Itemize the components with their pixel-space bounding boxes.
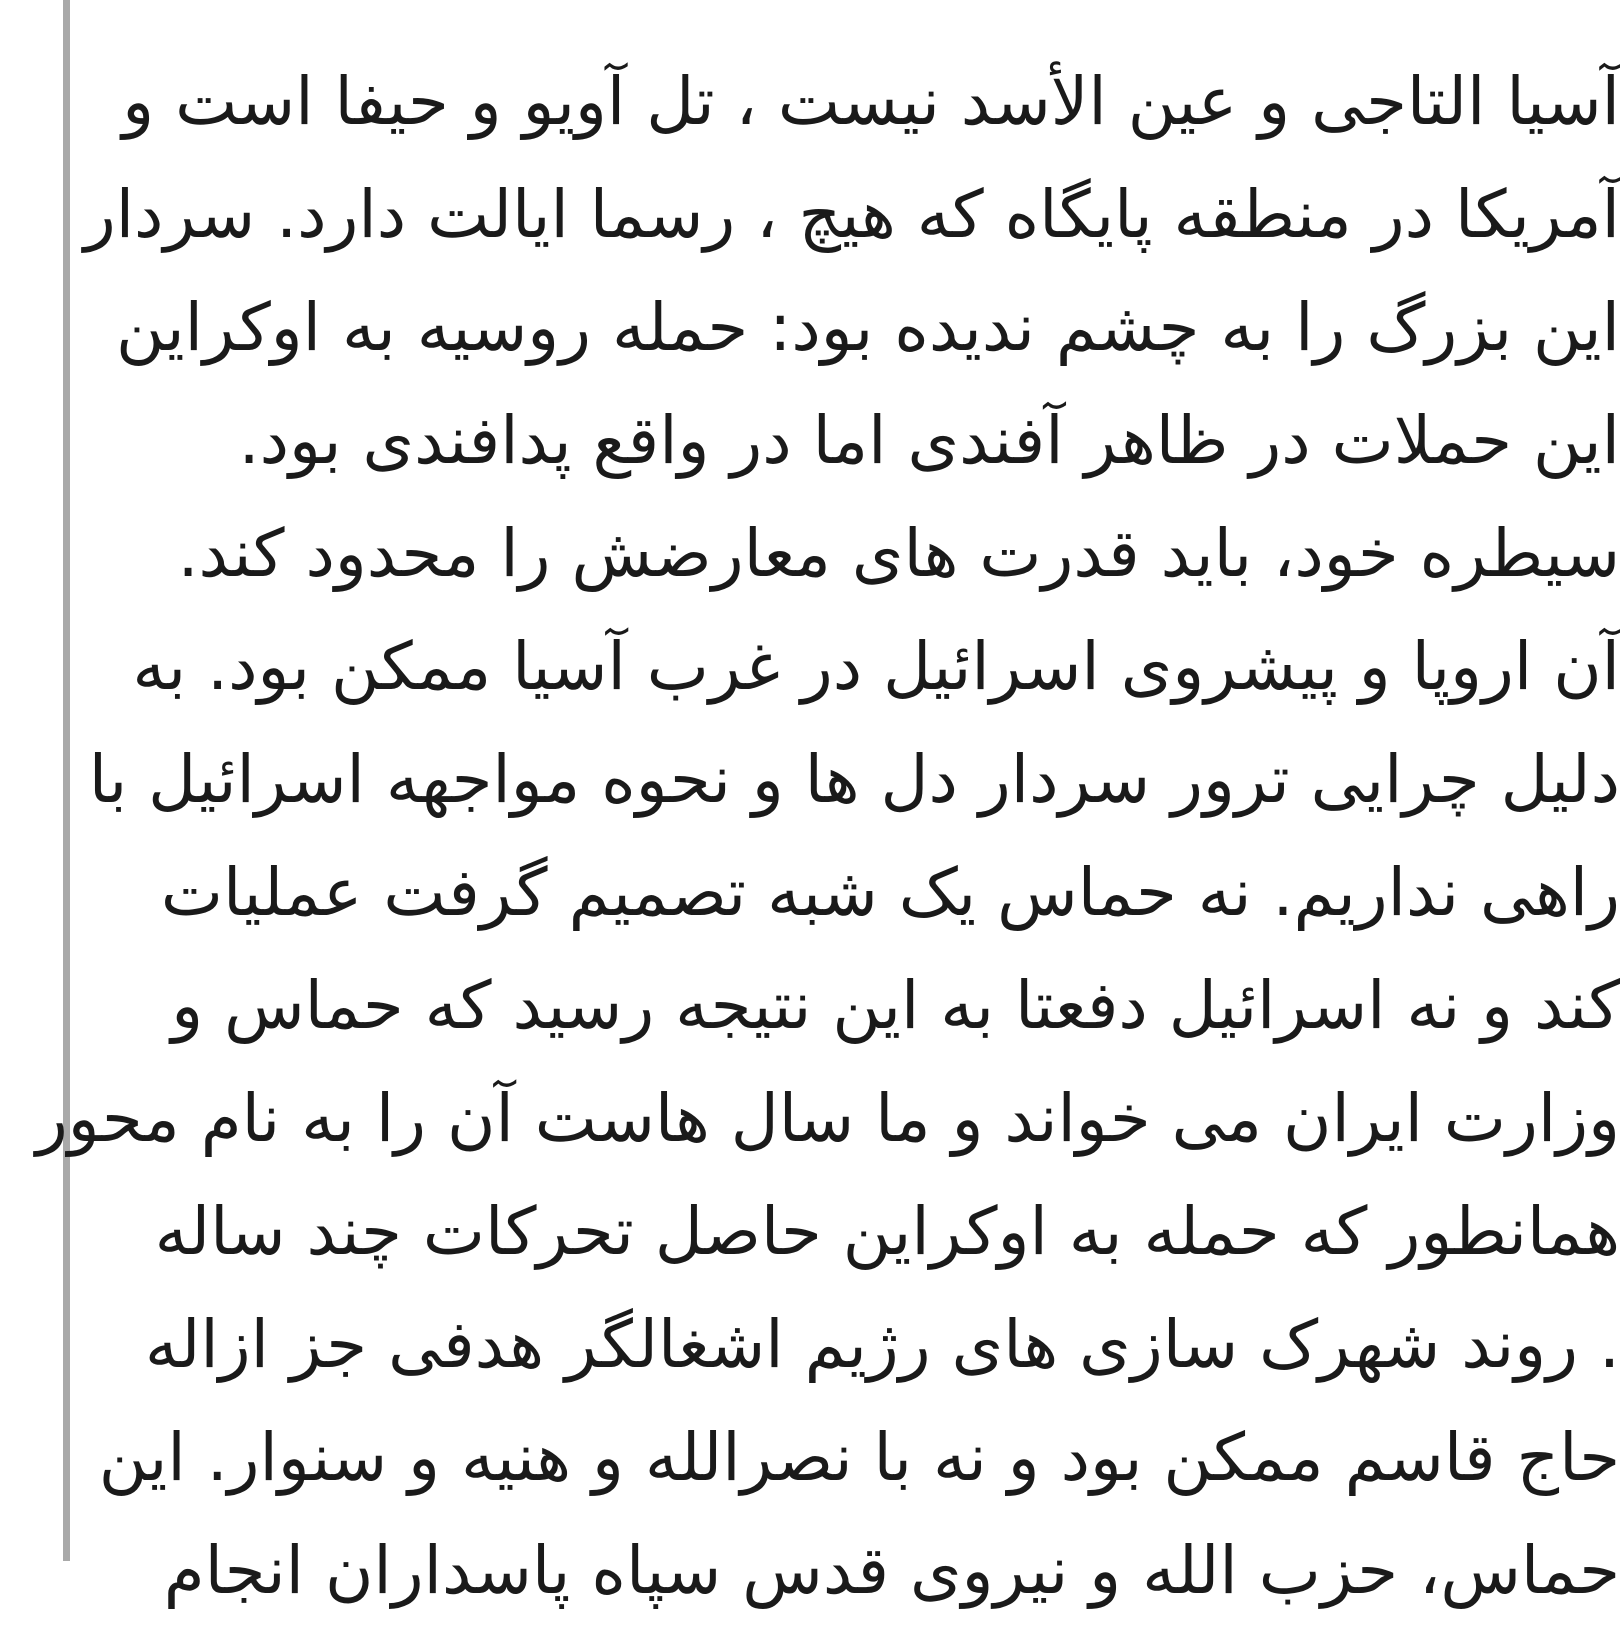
text-line: آن اروپا و پیشروی اسرائیل در غرب آسیا ممکن بود. به xyxy=(132,628,1620,705)
text-line: آمریکا در منطقه پایگاه که هیچ ، رسما ایالت دارد. سردار xyxy=(83,176,1620,253)
text-line xyxy=(150,0,1620,45)
text-line: حماس، حزب الله و نیروی قدس سپاه پاسداران انجام xyxy=(163,1532,1620,1609)
text-line: این حملات در ظاهر آفندی اما در واقع پدافندی بود. xyxy=(238,402,1620,479)
text-line: سیطره خود، باید قدرت های معارضش را محدود کند. xyxy=(177,515,1620,592)
text-line: این بزرگ را به چشم ندیده بود: حمله روسیه به اوکراین xyxy=(115,289,1620,366)
text-line: همانطور که حمله به اوکراین حاصل تحرکات چند ساله xyxy=(154,1193,1620,1270)
text-line: کند و نه اسرائیل دفعتا به این نتیجه رسید که حماس و xyxy=(171,967,1620,1044)
text-line: . روند شهرک سازی های رژیم اشغالگر هدفی جز ازاله xyxy=(144,1306,1620,1383)
article-column-text xyxy=(35,0,1620,1609)
text-line: راهی نداریم. نه حماس یک شبه تصمیم گرفت عملیات xyxy=(160,854,1620,931)
text-line: حاج قاسم ممکن بود و نه با نصرالله و هنیه و سنوار. این xyxy=(98,1419,1620,1496)
column-divider-rule xyxy=(63,0,70,1561)
text-line: آسیا التاجی و عین الأسد نیست ، تل آویو و حیفا است و xyxy=(122,63,1620,140)
text-line: دلیل چرایی ترور سردار دل ها و نحوه مواجهه اسرائیل با xyxy=(88,741,1620,818)
text-line: وزارت ایران می خواند و ما سال هاست آن را به نام محور xyxy=(35,1080,1620,1157)
